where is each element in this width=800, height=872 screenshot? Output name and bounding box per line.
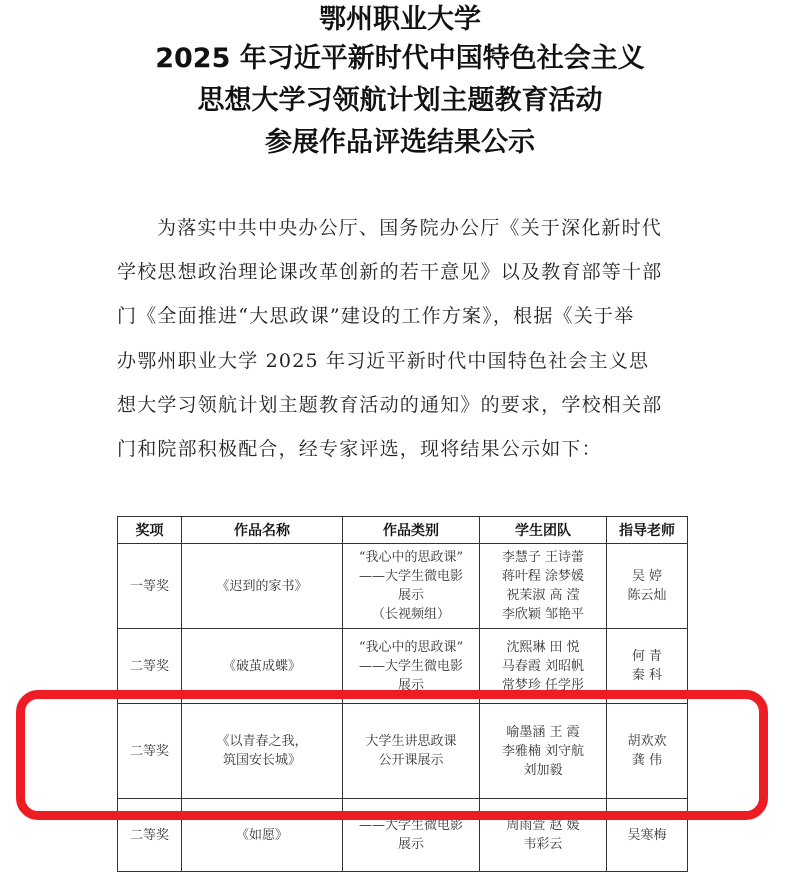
work-line: 筑国安长城》 xyxy=(222,753,301,768)
teacher-cell xyxy=(607,544,688,629)
work-cell xyxy=(182,704,343,799)
team-cell xyxy=(480,799,607,872)
team-line: 李慧子 王诗蕾 xyxy=(501,550,585,565)
title-line-3: 思想大学习领航计划主题教育活动 xyxy=(197,85,603,116)
work-cell xyxy=(182,629,343,704)
header-teacher: 指导老师 xyxy=(607,517,688,544)
category-line: ——大学生微电影 xyxy=(358,658,463,674)
team-line: 周雨萱 赵 媛 xyxy=(506,818,580,833)
category-line: 公开课展示 xyxy=(378,753,444,768)
team-cell xyxy=(480,704,607,799)
body-line: 门和院部积极配合，经专家评选，现将结果公示如下： xyxy=(117,438,602,461)
table-row xyxy=(118,704,688,799)
award-cell: 二等奖 xyxy=(118,629,182,704)
work-cell xyxy=(182,799,343,872)
body-line: 办鄂州职业大学 2025 年习近平新时代中国特色社会主义思 xyxy=(117,349,650,372)
teacher-line: 吴 婷 xyxy=(631,569,663,584)
team-cell xyxy=(480,544,607,629)
body-line: 学校思想政治理论课改革创新的若干意见》以及教育部等十部 xyxy=(117,261,663,284)
team-line: 喻墨涵 王 霞 xyxy=(506,724,580,740)
award-cell: 二等奖 xyxy=(118,799,182,872)
table-row xyxy=(118,544,688,629)
title-line-4: 参展作品评选结果公示 xyxy=(265,127,535,158)
category-line: 大学生讲思政课 xyxy=(365,734,457,749)
team-cell xyxy=(480,629,607,704)
body-line-text: 为落实中共中央办公厅、国务院办公厅《关于深化新时代 xyxy=(157,217,663,239)
work-cell xyxy=(182,544,343,629)
award-cell: 一等奖 xyxy=(118,544,182,629)
category-line: “我心中的思政课” xyxy=(358,639,464,655)
teacher-line: 吴寒梅 xyxy=(627,827,667,843)
teacher-line: 何 青 xyxy=(631,649,663,664)
category-cell xyxy=(343,544,480,629)
category-line: 展示 xyxy=(397,588,424,603)
category-line: “我心中的思政课” xyxy=(358,550,464,565)
team-line: 蒋叶程 涂梦媛 xyxy=(501,569,585,584)
work-line: 《破茧成蝶》 xyxy=(222,658,301,674)
work-line: 《如愿》 xyxy=(235,827,288,843)
award-cell: 二等奖 xyxy=(118,704,182,799)
title-line-1: 鄂州职业大学 xyxy=(319,4,481,35)
category-cell xyxy=(343,799,480,872)
teacher-line: 陈云灿 xyxy=(627,588,667,603)
teacher-cell xyxy=(607,799,688,872)
title-line-2: 2025 年习近平新时代中国特色社会主义 xyxy=(155,43,645,74)
category-line: 展示 xyxy=(397,837,424,852)
table-header-row xyxy=(118,517,688,544)
team-line: 李欣颖 邹艳平 xyxy=(501,607,585,622)
work-line: 《迟到的家书》 xyxy=(216,578,308,594)
teacher-line: 胡欢欢 xyxy=(627,734,667,749)
teacher-line: 秦 科 xyxy=(631,668,663,683)
team-line: 刘加毅 xyxy=(523,762,563,778)
team-line: 韦彩云 xyxy=(523,837,563,852)
header-award: 奖项 xyxy=(118,517,182,544)
teacher-cell xyxy=(607,704,688,799)
teacher-cell xyxy=(607,629,688,704)
team-line: 李雅楠 刘守航 xyxy=(501,743,585,759)
team-line: 常梦珍 任学彤 xyxy=(501,677,585,693)
table-row xyxy=(118,799,688,872)
team-line: 祝茉淑 高 滢 xyxy=(506,588,580,603)
teacher-line: 龚 伟 xyxy=(631,753,663,768)
category-line: ——大学生微电影 xyxy=(358,569,463,584)
notice-title xyxy=(0,4,800,164)
notice-body xyxy=(117,206,687,471)
body-line xyxy=(117,206,687,250)
category-line: （长视频组） xyxy=(371,607,450,622)
category-line: ——大学生微电影 xyxy=(358,818,463,833)
header-category: 作品类别 xyxy=(343,517,480,544)
work-line: 《以青春之我， xyxy=(216,734,308,749)
body-line: 想大学习领航计划主题教育活动的通知》的要求，学校相关部 xyxy=(117,393,663,416)
category-cell xyxy=(343,704,480,799)
category-line: 展示 xyxy=(397,677,424,693)
body-line: 门《全面推进“大思政课”建设的工作方案》，根据《关于举 xyxy=(117,305,635,328)
award-table xyxy=(117,516,688,872)
header-work: 作品名称 xyxy=(182,517,343,544)
table-row xyxy=(118,629,688,704)
header-team: 学生团队 xyxy=(480,517,607,544)
team-line: 马春霞 刘昭帆 xyxy=(501,658,585,674)
category-cell xyxy=(343,629,480,704)
team-line: 沈熙琳 田 悦 xyxy=(506,639,580,655)
